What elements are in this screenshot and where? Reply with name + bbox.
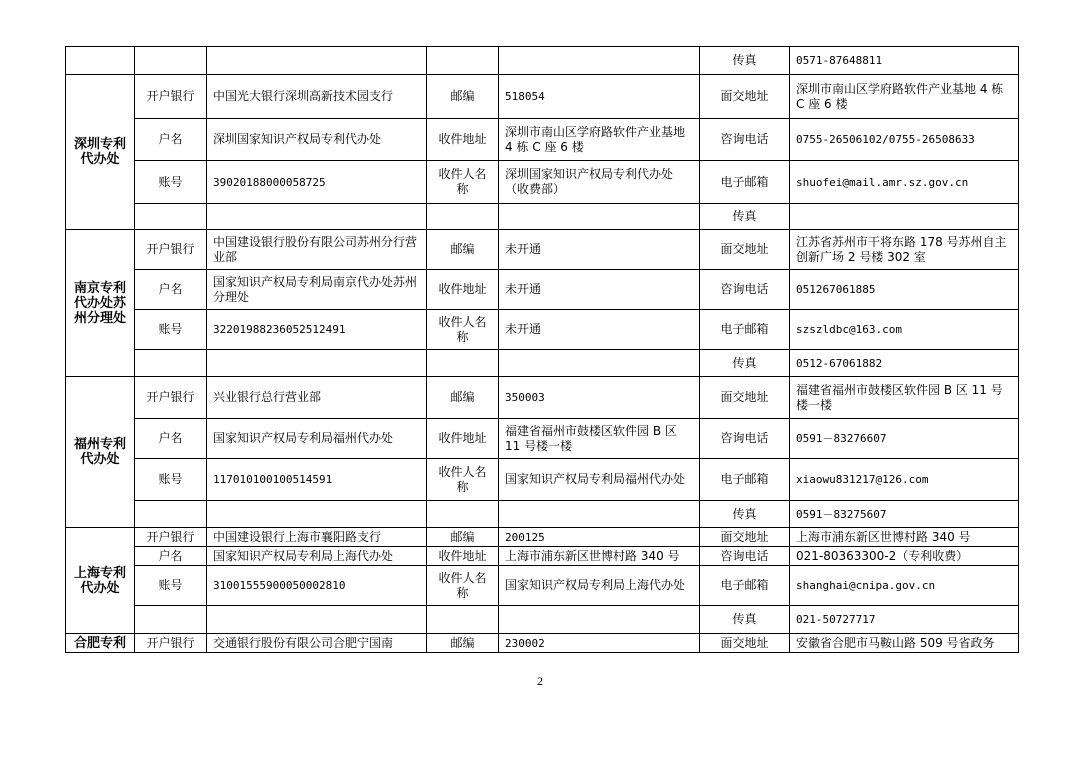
email-value: xiaowu831217@126.com: [790, 459, 1019, 501]
visit-address-value: 江苏省苏州市干将东路 178 号苏州自主创新广场 2 号楼 302 室: [790, 230, 1019, 270]
recv-name-label: 收件人名称: [427, 310, 499, 350]
phone-label: 咨询电话: [700, 119, 790, 161]
account-value: 117010100100514591: [207, 459, 427, 501]
account-value: 39020188000058725: [207, 161, 427, 204]
fax-label: 传真: [700, 204, 790, 230]
recv-name-label: 收件人名称: [427, 566, 499, 606]
visit-address-label: 面交地址: [700, 230, 790, 270]
page-number: 2: [537, 674, 543, 688]
fax-value: 021-50727717: [790, 606, 1019, 634]
table-row: [66, 528, 1019, 547]
visit-address-value: 福建省福州市鼓楼区软件园 B 区 11 号楼一楼: [790, 377, 1019, 419]
account-label: 账号: [135, 310, 207, 350]
group-name: 上海专利代办处: [66, 528, 135, 634]
recv-address-value: 深圳市南山区学府路软件产业基地 4 栋 C 座 6 楼: [499, 119, 700, 161]
bank-value: 中国光大银行深圳高新技术园支行: [207, 75, 427, 119]
visit-address-value: 深圳市南山区学府路软件产业基地 4 栋 C 座 6 楼: [790, 75, 1019, 119]
table-row: [66, 566, 1019, 606]
email-label: 电子邮箱: [700, 161, 790, 204]
visit-address-label: 面交地址: [700, 528, 790, 547]
group-name: 深圳专利代办处: [66, 75, 135, 230]
table-row: [66, 161, 1019, 204]
recv-name-value: 深圳国家知识产权局专利代办处 （收费部）: [499, 161, 700, 204]
recv-address-label: 收件地址: [427, 547, 499, 566]
recv-name-value: 国家知识产权局专利局上海代办处: [499, 566, 700, 606]
fax-value: 0591－83275607: [790, 501, 1019, 528]
visit-address-label: 面交地址: [700, 75, 790, 119]
bank-value: 中国建设银行上海市襄阳路支行: [207, 528, 427, 547]
zip-label: 邮编: [427, 634, 499, 653]
fax-label: 传真: [700, 501, 790, 528]
table-row: [66, 501, 1019, 528]
account-name-label: 户名: [135, 270, 207, 310]
fax-value: [790, 204, 1019, 230]
visit-address-value: 上海市浦东新区世博村路 340 号: [790, 528, 1019, 547]
table-row: [66, 459, 1019, 501]
bank-value: 中国建设银行股份有限公司苏州分行营业部: [207, 230, 427, 270]
phone-value: 051267061885: [790, 270, 1019, 310]
table-row: [66, 350, 1019, 377]
zip-value: 未开通: [499, 230, 700, 270]
zip-label: 邮编: [427, 528, 499, 547]
bank-label: 开户银行: [135, 377, 207, 419]
bank-label: 开户银行: [135, 230, 207, 270]
fax-label: 传真: [700, 47, 790, 75]
table-row: [66, 547, 1019, 566]
account-name-value: 国家知识产权局专利局南京代办处苏州分理处: [207, 270, 427, 310]
recv-name-label: 收件人名称: [427, 459, 499, 501]
recv-address-label: 收件地址: [427, 419, 499, 459]
recv-address-value: 福建省福州市鼓楼区软件园 B 区 11 号楼一楼: [499, 419, 700, 459]
email-label: 电子邮箱: [700, 310, 790, 350]
fax-value: 0512-67061882: [790, 350, 1019, 377]
visit-address-label: 面交地址: [700, 634, 790, 653]
table-row: [66, 204, 1019, 230]
phone-value: 0755-26506102/0755-26508633: [790, 119, 1019, 161]
table-row: [66, 75, 1019, 119]
recv-address-label: 收件地址: [427, 270, 499, 310]
visit-address-value: 安徽省合肥市马鞍山路 509 号省政务: [790, 634, 1019, 653]
fax-label: 传真: [700, 350, 790, 377]
account-name-label: 户名: [135, 419, 207, 459]
account-name-label: 户名: [135, 119, 207, 161]
recv-address-value: 上海市浦东新区世博村路 340 号: [499, 547, 700, 566]
fax-label: 传真: [700, 606, 790, 634]
bank-value: 兴业银行总行营业部: [207, 377, 427, 419]
table-row: [66, 230, 1019, 270]
table-row: [66, 310, 1019, 350]
fax-value: 0571-87648811: [790, 47, 1019, 75]
phone-value: 0591－83276607: [790, 419, 1019, 459]
account-name-value: 深圳国家知识产权局专利代办处: [207, 119, 427, 161]
table-row: [66, 270, 1019, 310]
bank-value: 交通银行股份有限公司合肥宁国南: [207, 634, 427, 653]
email-value: shuofei@mail.amr.sz.gov.cn: [790, 161, 1019, 204]
recv-address-label: 收件地址: [427, 119, 499, 161]
bank-label: 开户银行: [135, 528, 207, 547]
zip-value: 350003: [499, 377, 700, 419]
account-label: 账号: [135, 566, 207, 606]
account-value: 32201988236052512491: [207, 310, 427, 350]
bank-label: 开户银行: [135, 75, 207, 119]
account-name-value: 国家知识产权局专利局福州代办处: [207, 419, 427, 459]
email-label: 电子邮箱: [700, 459, 790, 501]
recv-address-value: 未开通: [499, 270, 700, 310]
group-name: 南京专利代办处苏州分理处: [66, 230, 135, 377]
recv-name-label: 收件人名称: [427, 161, 499, 204]
table-row: [66, 606, 1019, 634]
account-label: 账号: [135, 459, 207, 501]
zip-value: 230002: [499, 634, 700, 653]
account-name-label: 户名: [135, 547, 207, 566]
email-label: 电子邮箱: [700, 566, 790, 606]
table-row: [66, 419, 1019, 459]
phone-value: 021-80363300-2（专利收费）: [790, 547, 1019, 566]
zip-label: 邮编: [427, 230, 499, 270]
account-value: 31001555900050002810: [207, 566, 427, 606]
email-value: shanghai@cnipa.gov.cn: [790, 566, 1019, 606]
account-label: 账号: [135, 161, 207, 204]
table-row: [66, 377, 1019, 419]
table-row: [66, 119, 1019, 161]
group-name: 福州专利代办处: [66, 377, 135, 528]
agency-table: [65, 46, 1019, 653]
account-name-value: 国家知识产权局专利局上海代办处: [207, 547, 427, 566]
zip-label: 邮编: [427, 377, 499, 419]
bank-label: 开户银行: [135, 634, 207, 653]
group-name: 合肥专利: [66, 634, 135, 653]
table-row: [66, 634, 1019, 653]
recv-name-value: 国家知识产权局专利局福州代办处: [499, 459, 700, 501]
phone-label: 咨询电话: [700, 419, 790, 459]
visit-address-label: 面交地址: [700, 377, 790, 419]
table-row: [66, 47, 1019, 75]
zip-label: 邮编: [427, 75, 499, 119]
zip-value: 200125: [499, 528, 700, 547]
recv-name-value: 未开通: [499, 310, 700, 350]
phone-label: 咨询电话: [700, 547, 790, 566]
phone-label: 咨询电话: [700, 270, 790, 310]
email-value: szszldbc@163.com: [790, 310, 1019, 350]
zip-value: 518054: [499, 75, 700, 119]
